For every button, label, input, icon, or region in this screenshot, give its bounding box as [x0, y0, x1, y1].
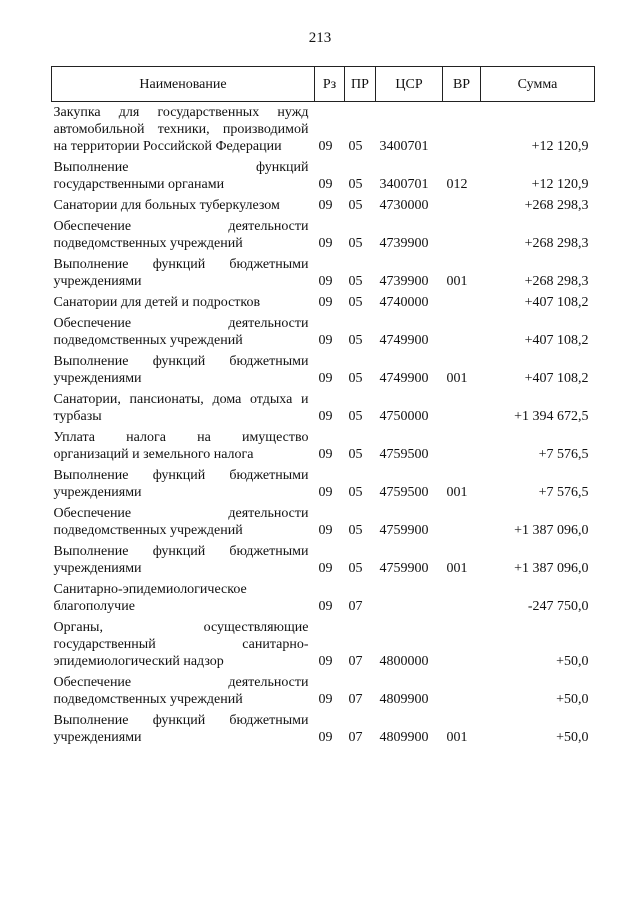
row-name: [52, 294, 315, 315]
table-row: [52, 581, 595, 619]
row-name-line: Санатории, пансионаты, дома отдыха и: [53, 392, 309, 407]
row-csr: 3400701: [379, 139, 429, 154]
row-pr: 05: [348, 177, 363, 192]
row-name: [52, 256, 315, 294]
row-vr: 012: [446, 177, 468, 192]
row-csr: 3400701: [379, 177, 429, 192]
page-number: 213: [308, 30, 332, 46]
row-vr: [443, 619, 481, 674]
row-pr: 05: [348, 409, 363, 424]
row-vr: 001: [446, 371, 468, 386]
row-pr: 05: [348, 485, 363, 500]
row-csr: 4809900: [379, 730, 429, 745]
row-rz: 09: [318, 295, 333, 310]
row-sum: +50,0: [556, 730, 589, 745]
table-row: [52, 429, 595, 467]
row-name-line: подведомственных учреждений: [53, 236, 243, 251]
table-row: [52, 353, 595, 391]
row-name: [52, 159, 315, 197]
row-vr: 001: [446, 561, 468, 576]
row-name: [52, 218, 315, 256]
row-name-line: Органы, осуществляющие: [53, 620, 309, 635]
row-pr: 05: [348, 274, 363, 289]
row-pr: 07: [348, 692, 363, 707]
row-name-line: Выполнение функций бюджетными: [53, 468, 309, 483]
row-name-line: Обеспечение деятельности: [53, 506, 309, 521]
row-csr: 4759500: [379, 485, 429, 500]
row-csr: 4800000: [379, 654, 429, 669]
row-name: [52, 467, 315, 505]
row-csr: 4740000: [379, 295, 429, 310]
row-csr: 4730000: [379, 198, 429, 213]
table-header-row: [52, 67, 595, 102]
table-row: [52, 256, 595, 294]
row-name-line: турбазы: [53, 409, 102, 424]
row-name-line: Санатории для больных туберкулезом: [53, 198, 280, 213]
row-name: [52, 543, 315, 581]
header-sum: Сумма: [481, 67, 595, 102]
row-vr: [443, 429, 481, 467]
row-name-line: учреждениями: [53, 371, 142, 386]
row-name-line: подведомственных учреждений: [53, 333, 243, 348]
row-name-line: подведомственных учреждений: [53, 692, 243, 707]
header-csr: ЦСР: [376, 67, 443, 102]
row-pr: 05: [348, 333, 363, 348]
row-sum: +268 298,3: [524, 236, 589, 251]
row-rz: 09: [318, 485, 333, 500]
row-name-line: благополучие: [53, 599, 135, 614]
row-name-line: Санитарно-эпидемиологическое: [53, 582, 247, 597]
row-rz: 09: [318, 561, 333, 576]
row-vr: [443, 218, 481, 256]
table-row: [52, 674, 595, 712]
budget-table: [51, 66, 595, 750]
row-rz: 09: [318, 730, 333, 745]
row-rz: 09: [318, 692, 333, 707]
table-row: [52, 102, 595, 160]
row-rz: 09: [318, 198, 333, 213]
row-vr: [443, 102, 481, 160]
row-name-line: Закупка для государственных нужд: [53, 105, 309, 120]
row-name: [52, 581, 315, 619]
row-name-line: учреждениями: [53, 730, 142, 745]
row-sum: +1 387 096,0: [514, 523, 589, 538]
row-sum: +7 576,5: [538, 485, 589, 500]
row-pr: 05: [348, 371, 363, 386]
row-name-line: Выполнение функций бюджетными: [53, 257, 309, 272]
row-name-line: государственными органами: [53, 177, 225, 192]
table-row: [52, 391, 595, 429]
table-row: [52, 543, 595, 581]
header-vr: ВР: [443, 67, 481, 102]
row-name-line: Выполнение функций: [53, 160, 309, 175]
row-name: [52, 315, 315, 353]
table-row: [52, 294, 595, 315]
row-csr: 4749900: [379, 371, 429, 386]
row-name: [52, 102, 315, 160]
row-name: [52, 197, 315, 218]
table-row: [52, 315, 595, 353]
row-csr: 4739900: [379, 236, 429, 251]
table-row: [52, 619, 595, 674]
row-name-line: автомобильной техники, производимой: [53, 122, 309, 137]
row-pr: 07: [348, 654, 363, 669]
row-csr: 4759500: [379, 447, 429, 462]
row-csr: 4759900: [379, 523, 429, 538]
table-row: [52, 197, 595, 218]
row-name-line: Обеспечение деятельности: [53, 219, 309, 234]
row-name-line: на территории Российской Федерации: [53, 139, 282, 154]
row-sum: +407 108,2: [524, 295, 589, 310]
row-name: [52, 619, 315, 674]
row-vr: [443, 315, 481, 353]
row-name: [52, 712, 315, 750]
row-pr: 07: [348, 730, 363, 745]
row-name: [52, 391, 315, 429]
row-name-line: Обеспечение деятельности: [53, 675, 309, 690]
row-rz: 09: [318, 274, 333, 289]
row-name-line: государственный санитарно-: [53, 637, 309, 652]
row-rz: 09: [318, 654, 333, 669]
row-csr: 4750000: [379, 409, 429, 424]
row-pr: 05: [348, 523, 363, 538]
row-pr: 05: [348, 295, 363, 310]
row-vr: [443, 391, 481, 429]
row-sum: +12 120,9: [531, 139, 589, 154]
row-name-line: подведомственных учреждений: [53, 523, 243, 538]
row-sum: +268 298,3: [524, 198, 589, 213]
table-row: [52, 712, 595, 750]
row-name: [52, 505, 315, 543]
row-rz: 09: [318, 523, 333, 538]
row-rz: 09: [318, 599, 333, 614]
row-rz: 09: [318, 333, 333, 348]
row-vr: [443, 581, 481, 619]
row-vr: [443, 674, 481, 712]
row-sum: +268 298,3: [524, 274, 589, 289]
row-rz: 09: [318, 409, 333, 424]
row-rz: 09: [318, 447, 333, 462]
row-sum: +12 120,9: [531, 177, 589, 192]
row-vr: [443, 505, 481, 543]
row-name-line: Санатории для детей и подростков: [53, 295, 261, 310]
row-vr: [443, 294, 481, 315]
row-sum: +1 387 096,0: [514, 561, 589, 576]
row-rz: 09: [318, 236, 333, 251]
row-name-line: учреждениями: [53, 561, 142, 576]
row-rz: 09: [318, 371, 333, 386]
row-name-line: учреждениями: [53, 274, 142, 289]
row-csr: [376, 581, 443, 619]
row-name: [52, 674, 315, 712]
row-name-line: учреждениями: [53, 485, 142, 500]
row-csr: 4739900: [379, 274, 429, 289]
table-row: [52, 218, 595, 256]
row-vr: 001: [446, 485, 468, 500]
row-name-line: Выполнение функций бюджетными: [53, 544, 309, 559]
header-pr: ПР: [345, 67, 376, 102]
table-row: [52, 467, 595, 505]
row-pr: 05: [348, 236, 363, 251]
row-name: [52, 429, 315, 467]
row-pr: 05: [348, 447, 363, 462]
row-name-line: Выполнение функций бюджетными: [53, 713, 309, 728]
row-csr: 4749900: [379, 333, 429, 348]
row-pr: 07: [348, 599, 363, 614]
row-sum: -247 750,0: [527, 599, 589, 614]
row-name-line: Уплата налога на имущество: [53, 430, 309, 445]
table-body: [52, 102, 595, 751]
row-sum: +7 576,5: [538, 447, 589, 462]
row-csr: 4809900: [379, 692, 429, 707]
row-pr: 05: [348, 561, 363, 576]
row-sum: +407 108,2: [524, 371, 589, 386]
header-rz: Рз: [315, 67, 345, 102]
row-name-line: организаций и земельного налога: [53, 447, 254, 462]
row-rz: 09: [318, 139, 333, 154]
table-row: [52, 505, 595, 543]
table-row: [52, 159, 595, 197]
row-pr: 05: [348, 139, 363, 154]
row-name: [52, 353, 315, 391]
header-name: Наименование: [52, 67, 315, 102]
row-pr: 05: [348, 198, 363, 213]
row-sum: +50,0: [556, 692, 589, 707]
row-sum: +407 108,2: [524, 333, 589, 348]
row-rz: 09: [318, 177, 333, 192]
row-sum: +50,0: [556, 654, 589, 669]
row-name-line: Выполнение функций бюджетными: [53, 354, 309, 369]
row-name-line: Обеспечение деятельности: [53, 316, 309, 331]
row-csr: 4759900: [379, 561, 429, 576]
row-vr: 001: [446, 274, 468, 289]
row-name-line: эпидемиологический надзор: [53, 654, 224, 669]
row-vr: 001: [446, 730, 468, 745]
row-vr: [443, 197, 481, 218]
row-sum: +1 394 672,5: [514, 409, 589, 424]
